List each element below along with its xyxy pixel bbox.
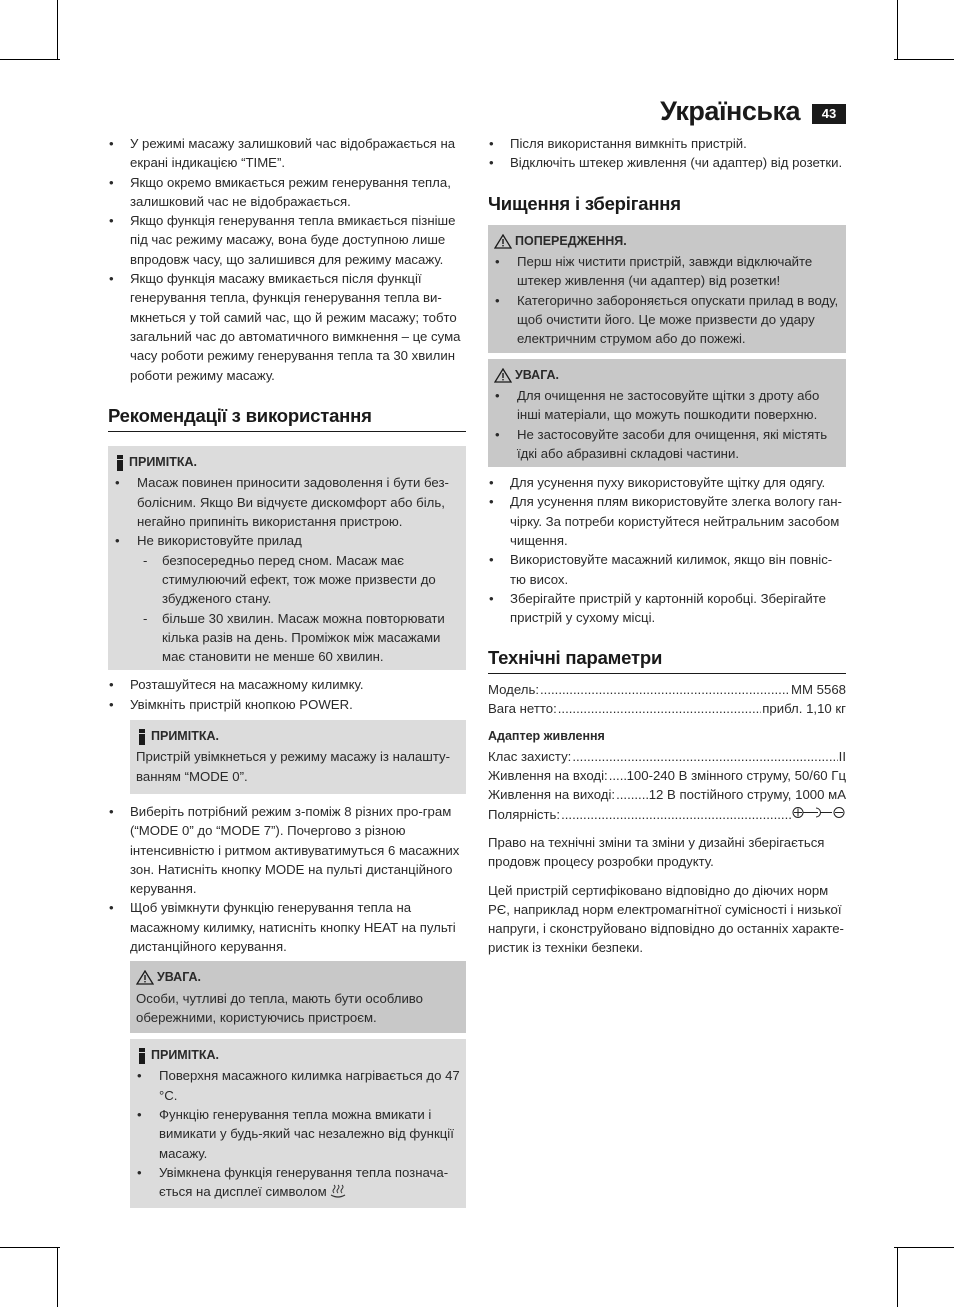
- list-item: • Відключіть штекер живлення (чи адаптер) від розетки.: [488, 153, 846, 172]
- steps-list: [108, 675, 466, 714]
- note-box: [130, 1039, 466, 1207]
- warning-box: [130, 961, 466, 1033]
- list-item: • Масаж повинен приносити задоволення і бути без-болісним. Якщо Ви відчуєте дискомфорт або біль, негайно припиніть використання пристрою.: [114, 473, 460, 531]
- list-item: • Для очищення не застосовуйте щітки з дроту або інші матеріали, що можуть пошкодити поверхню.: [494, 386, 840, 425]
- steps-list: [108, 802, 466, 956]
- note-header: [136, 727, 460, 746]
- info-icon: [114, 455, 126, 471]
- caution-box: [488, 359, 846, 467]
- list-item: • Для усунення плям використовуйте злегка вологу ган-чірку. За потреби користуйтеся нейтральним засобом чищення.: [488, 492, 846, 550]
- list-item: • Виберіть потрібний режим з-поміж 8 різних про-грам (“MODE 0” до “MODE 7”). Почергово з різною інтенсивністю і ритмом активуватимуться 6 масажних зон. Натисніть кнопку MODE на пульті дистанційного керування.: [108, 802, 466, 898]
- warning-triangle-icon: [136, 970, 154, 985]
- spec-value: прибл. 1,10 кг: [762, 701, 846, 717]
- page-title: Українська: [660, 96, 800, 126]
- caution-list: [494, 386, 840, 463]
- warning-header: [494, 232, 840, 251]
- info-icon: [136, 1048, 148, 1064]
- crop-mark: [894, 1247, 954, 1248]
- caution-header: [494, 366, 840, 385]
- list-item: • Якщо функція масажу вмикається після функції генерування тепла, функція генерування тепла ви-мкнеться у той самий час, що й режим масажу; тобто загальний час до автоматичного вимкнення – це сума часу роботи режиму генерування тепла та 30 хвилин роботи режиму масажу.: [108, 269, 466, 385]
- note-header: [136, 1046, 460, 1065]
- dash-item: - більше 30 хвилин. Масаж можна повторювати кілька разів на день. Проміжок між масажами має становити не менше 60 хвилин.: [137, 609, 460, 667]
- changes-note: Право на технічні зміни та зміни у дизайні зберігається продовж процесу розробки продукту.: [488, 834, 825, 870]
- list-item: • Якщо функція генерування тепла вмикається пізніше під час режиму масажу, вона буде доступною лише впродовж часу, що залишився для режиму масажу.: [108, 211, 466, 269]
- list-item: • У режимі масажу залишковий час відображається на екрані індикацією “TIME”.: [108, 134, 466, 173]
- warning-triangle-icon: [494, 234, 512, 249]
- note-box: [130, 720, 466, 794]
- note-title: ПРИМІТКА.: [129, 455, 197, 470]
- heat-symbol-icon: [330, 1184, 346, 1198]
- cleaning-bullet-list: [488, 473, 846, 627]
- list-item: • Якщо окремо вмикається режим генерування тепла, залишковий час не відображається.: [108, 173, 466, 212]
- list-item: • Функцію генерування тепла можна вмикати і вимикати у будь-який час незалежно від функції масажу.: [136, 1105, 460, 1163]
- note-list: [114, 473, 460, 666]
- warning-box: [488, 225, 846, 353]
- note-title: ПРИМІТКА.: [151, 1048, 219, 1063]
- warning-text: Особи, чутливі до тепла, мають бути особливо обережними, користуючись пристроєм.: [136, 990, 424, 1025]
- note-text: Пристрій увімкнеться у режиму масажу із налашту-ванням “MODE 0”.: [136, 749, 450, 784]
- info-icon: [136, 729, 148, 745]
- caution-title: УВАГА.: [515, 367, 560, 382]
- spec-label: Полярність:: [488, 806, 561, 822]
- dash-list: [137, 551, 460, 667]
- list-item-text: Не використовуйте прилад: [137, 533, 302, 549]
- crop-mark: [0, 59, 60, 60]
- crop-mark: [57, 1247, 58, 1307]
- spec-row-model: [488, 680, 846, 699]
- list-item: • Після використання вимкніть пристрій.: [488, 134, 846, 153]
- crop-mark: [897, 1247, 898, 1307]
- crop-mark: [0, 1247, 60, 1248]
- intro-bullet-list: [488, 134, 846, 173]
- spec-label: Вага нетто:: [488, 701, 557, 717]
- spec-row-output: [488, 785, 846, 804]
- warning-title: УВАГА.: [157, 970, 202, 985]
- list-item: • Категорично забороняється опускати прилад в воду, щоб очистити його. Це може призвести до удару електричним струмом або до пожежі.: [494, 291, 840, 349]
- note-title: ПРИМІТКА.: [151, 729, 219, 744]
- spec-label: Модель:: [488, 681, 539, 697]
- list-item: [136, 1163, 460, 1202]
- tech-heading: Технічні параметри: [488, 648, 846, 674]
- spec-label: Живлення на виході:: [488, 787, 616, 803]
- note-list: [136, 1066, 460, 1201]
- spec-value: II: [838, 748, 846, 764]
- note-header: [114, 453, 460, 472]
- list-item: • Перш ніж чистити пристрій, завжди відключайте штекер живлення (чи адаптер) від розетки!: [494, 252, 840, 291]
- crop-mark: [897, 0, 898, 60]
- list-item: • Увімкніть пристрій кнопкою POWER.: [108, 695, 466, 714]
- note-box: [108, 446, 466, 670]
- list-item: • Розташуйтеся на масажному килимку.: [108, 675, 466, 694]
- list-item: • Щоб увімкнути функцію генерування тепла на масажному килимку, натисніть кнопку HEAT на пульті дистанційного керування.: [108, 898, 466, 956]
- crop-mark: [894, 59, 954, 60]
- crop-mark: [57, 0, 58, 60]
- page-number: 43: [812, 104, 846, 124]
- list-item: • Зберігайте пристрій у картонній коробці. Зберігайте пристрій у сухому місці.: [488, 589, 846, 628]
- leader-dots: [561, 805, 791, 824]
- left-column: [108, 134, 466, 1208]
- right-column: [488, 134, 846, 958]
- leader-dots: [540, 680, 790, 699]
- list-item: [114, 531, 460, 666]
- warning-title: ПОПЕРЕДЖЕННЯ.: [515, 233, 627, 248]
- spec-row-polarity: [488, 805, 846, 824]
- warning-triangle-icon: [494, 368, 512, 383]
- polarity-symbol-icon: [792, 806, 846, 819]
- spec-value: 100-240 В змінного струму, 50/60 Гц: [626, 768, 846, 784]
- leader-dots: [609, 766, 626, 785]
- adapter-heading: Адаптер живлення: [488, 729, 605, 744]
- certification-note: Цей пристрій сертифіковано відповідно до діючих норм РЄ, наприклад норм електромагнітної сумісності і низької напруги, і сконструйовано відповідно до останніх характе-ристик із техніки безпеки.: [488, 882, 844, 956]
- spec-row-input: [488, 766, 846, 785]
- usage-heading: Рекомендації з використання: [108, 406, 466, 432]
- spec-value: 12 В постійного струму, 1000 мА: [648, 787, 846, 803]
- spec-row-weight: [488, 699, 846, 718]
- spec-list: [488, 680, 846, 824]
- list-item: • Не застосовуйте засоби для очищення, які містять їдкі або абразивні складові частини.: [494, 425, 840, 464]
- spec-row-class: [488, 747, 846, 766]
- warning-list: [494, 252, 840, 348]
- list-item: • Поверхня масажного килимка нагрівається до 47 °C.: [136, 1066, 460, 1105]
- list-item-text: Увімкнена функція генерування тепла познача-ється на дисплеї символом: [159, 1164, 449, 1200]
- warning-header: [136, 968, 460, 987]
- spec-label: Живлення на вході:: [488, 768, 608, 784]
- leader-dots: [558, 699, 761, 718]
- spec-value: MM 5568: [791, 681, 846, 697]
- list-item: • Для усунення пуху використовуйте щітку для одягу.: [488, 473, 846, 492]
- leader-dots: [572, 747, 837, 766]
- leader-dots: [616, 785, 648, 804]
- intro-bullet-list: [108, 134, 466, 385]
- cleaning-heading: Чищення і зберігання: [488, 192, 681, 214]
- dash-item: - безпосередньо перед сном. Масаж має стимулюючий ефект, тож може призвести до збудженого стану.: [137, 551, 460, 609]
- list-item: • Використовуйте масажний килимок, якщо він повніс-тю висох.: [488, 550, 846, 589]
- spec-label: Клас захисту:: [488, 748, 572, 764]
